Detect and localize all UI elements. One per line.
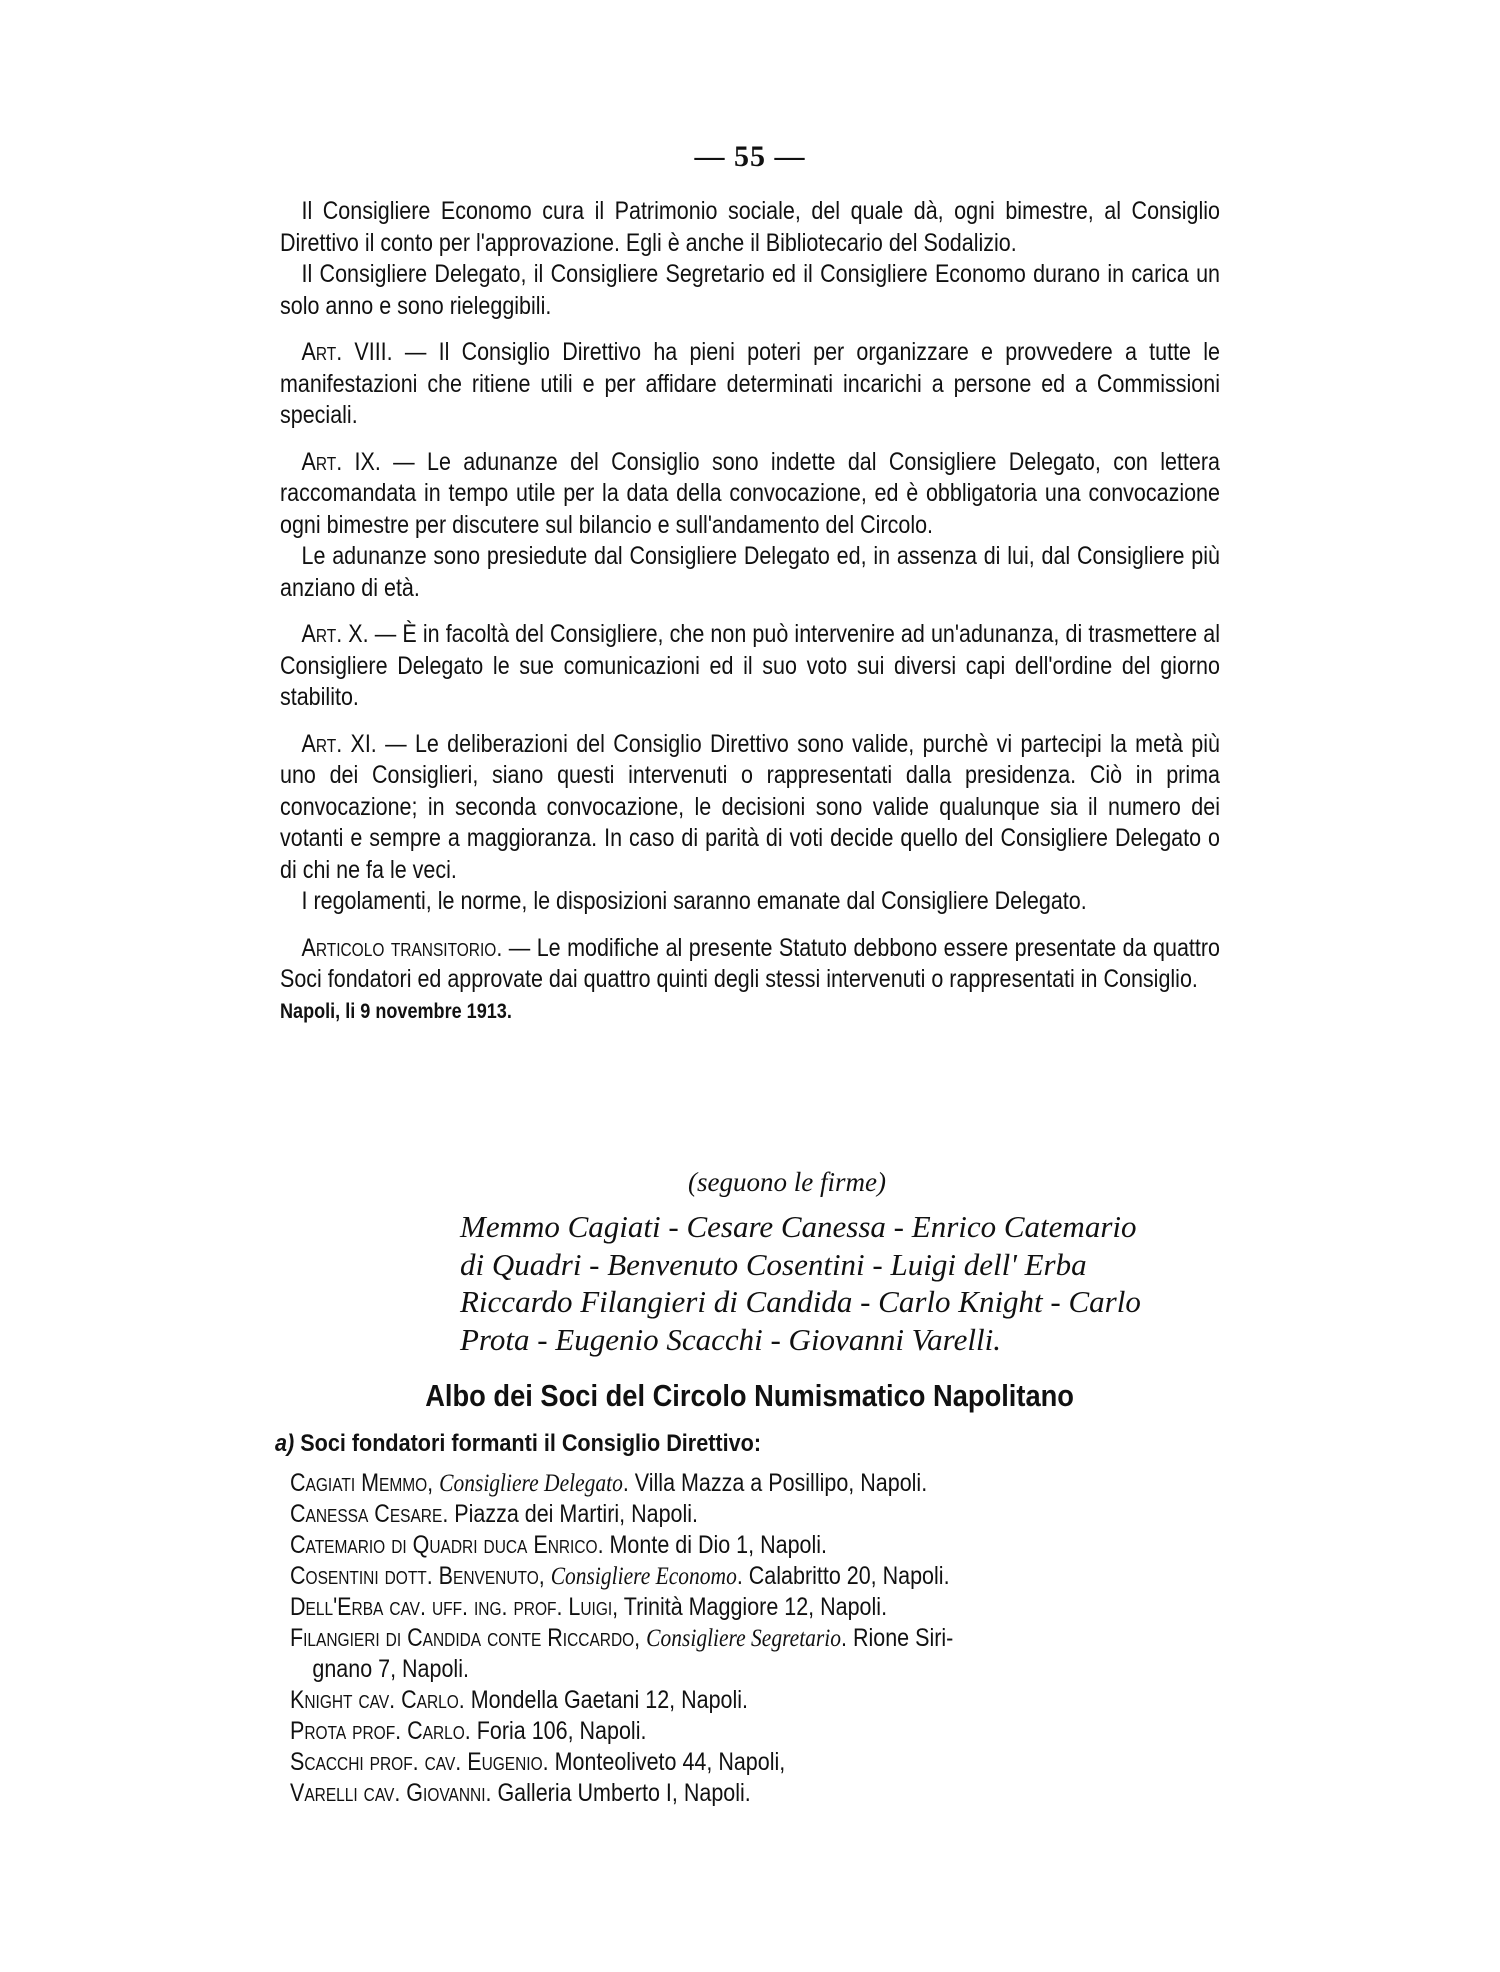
member-address: . Rione Siri- <box>841 1624 954 1652</box>
member-address: gnano 7, Napoli. <box>312 1655 469 1683</box>
article-11-paragraph-2: I regolamenti, le norme, le disposizioni saranno emanate dal Consigliere Delegato. <box>301 887 1087 915</box>
member-sep: , <box>427 1469 440 1497</box>
albo-heading <box>0 1378 1500 1414</box>
members-list <box>290 1468 1219 1809</box>
member-role: Consigliere Economo <box>550 1563 737 1590</box>
member-name: Dell'Erba cav. uff. ing. prof. Luigi <box>290 1593 613 1621</box>
date-line: Napoli, li 9 novembre 1913. <box>280 999 512 1023</box>
article-transitorio <box>280 933 1220 996</box>
article-10-text: — È in facoltà del Consigliere, che non può intervenire ad un'adunanza, di trasmettere al Consigliere Delegato le sue comunicazioni ed il suo voto sui diversi capi dell'ordine del giorno stabilito. <box>280 620 1220 711</box>
article-10-label: Art. X. <box>301 620 369 648</box>
member-name: Cosentini dott. Benvenuto <box>290 1562 539 1590</box>
member-address: , Trinità Maggiore 12, Napoli. <box>612 1593 888 1621</box>
article-9-paragraph-2: Le adunanze sono presiedute dal Consigliere Delegato ed, in assenza di lui, dal Consigliere più anziano di età. <box>280 542 1220 602</box>
signatures-block <box>460 1208 1220 1358</box>
member-address: . Foria 106, Napoli. <box>464 1717 647 1745</box>
member-name: Knight cav. Carlo <box>290 1686 459 1714</box>
article-transitorio-label: Articolo transitorio. <box>301 933 503 962</box>
article-8-label: Art. VIII. <box>301 338 393 366</box>
paragraph-durata-cariche: Il Consigliere Delegato, il Consigliere Segretario ed il Consigliere Economo durano in carica un solo anno e sono rieleggibili. <box>280 260 1220 320</box>
member-entry <box>290 1530 1219 1561</box>
article-9 <box>280 447 1220 542</box>
article-9-label: Art. IX. <box>301 447 381 476</box>
member-sep: , <box>634 1624 647 1652</box>
member-address: . Monte di Dio 1, Napoli. <box>597 1531 828 1559</box>
signature-line: Riccardo Filangieri di Candida - Carlo Knight - Carlo <box>460 1284 1141 1319</box>
member-entry <box>290 1499 1219 1530</box>
member-address: . Calabritto 20, Napoli. <box>736 1562 950 1590</box>
member-entry <box>290 1468 1219 1499</box>
section-title: Soci fondatori formanti il Consiglio Direttivo: <box>300 1430 762 1457</box>
statute-body <box>280 196 1220 1027</box>
signature-line: Memmo Cagiati - Cesare Canessa - Enrico Catemario <box>460 1209 1137 1244</box>
member-entry <box>290 1778 1219 1809</box>
section-marker: a) <box>275 1430 295 1457</box>
albo-title: Albo dei Soci del Circolo Numismatico Napolitano <box>425 1378 1075 1413</box>
article-8 <box>280 337 1220 432</box>
member-sep: , <box>538 1562 551 1590</box>
member-entry <box>290 1716 1219 1747</box>
page-number: — 55 — <box>694 140 806 173</box>
article-11 <box>280 729 1220 887</box>
member-name: Filangieri di Candida conte Riccardo <box>290 1624 635 1652</box>
member-address: . Mondella Gaetani 12, Napoli. <box>458 1686 749 1714</box>
article-9-text: — Le adunanze del Consiglio sono indette dal Consigliere Delegato, con lettera raccomandata in tempo utile per la data della convocazione, ed è obbligatoria una convocazione ogni bimestre per discutere sul bilancio e sull'andamento del Circolo. <box>280 447 1220 539</box>
member-address: . Galleria Umberto I, Napoli. <box>485 1779 751 1807</box>
member-entry <box>290 1592 1219 1623</box>
member-address: . Monteoliveto 44, Napoli, <box>542 1748 786 1776</box>
section-heading <box>275 1430 761 1458</box>
member-name: Catemario di Quadri duca Enrico <box>290 1531 598 1559</box>
member-name: Varelli cav. Giovanni <box>290 1779 486 1807</box>
member-role: Consigliere Segretario <box>646 1625 842 1652</box>
signature-line: di Quadri - Benvenuto Cosentini - Luigi dell' Erba <box>460 1246 1087 1282</box>
member-entry <box>290 1747 1219 1778</box>
signatures-intro: (seguono le firme) <box>688 1167 886 1197</box>
article-8-text: — Il Consiglio Direttivo ha pieni poteri per organizzare e provvedere a tutte le manifestazioni che ritiene utili e per affidare determinati incarichi a persone ed a Commissioni speciali. <box>280 338 1220 429</box>
member-name: Cagiati Memmo <box>290 1469 428 1497</box>
paragraph-economo: Il Consigliere Economo cura il Patrimonio sociale, del quale dà, ogni bimestre, al Consiglio Direttivo il conto per l'approvazione. Egli è anche il Bibliotecario del Sodalizio. <box>280 197 1220 257</box>
member-name: Canessa Cesare <box>290 1500 443 1528</box>
article-10 <box>280 619 1220 714</box>
article-11-label: Art. XI. <box>301 729 377 758</box>
signature-line: Prota - Eugenio Scacchi - Giovanni Varelli. <box>460 1321 1001 1357</box>
member-name: Prota prof. Carlo <box>290 1717 465 1745</box>
member-entry-continuation <box>290 1654 1219 1685</box>
member-entry <box>290 1561 1219 1592</box>
member-name: Scacchi prof. cav. Eugenio <box>290 1748 543 1776</box>
member-entry <box>290 1685 1219 1716</box>
article-transitorio-text: — Le modifiche al presente Statuto debbono essere presentate da quattro Soci fondatori ed approvate dai quattro quinti degli stessi intervenuti o rappresentati in Consiglio. <box>280 933 1220 993</box>
member-role: Consigliere Delegato <box>439 1470 623 1497</box>
member-address: . Piazza dei Martiri, Napoli. <box>442 1500 699 1528</box>
article-11-text: — Le deliberazioni del Consiglio Direttivo sono valide, purchè vi partecipi la metà più uno dei Consiglieri, siano questi intervenuti o rappresentati dalla presidenza. Ciò in prima convocazione; in seconda convocazione, le decisioni sono valide qualunque sia il numero dei votanti e sempre a maggioranza. In caso di parità di voti decide quello del Consigliere Delegato o di chi ne fa le veci. <box>280 729 1220 884</box>
member-entry <box>290 1623 1219 1654</box>
member-address: . Villa Mazza a Posillipo, Napoli. <box>622 1469 928 1497</box>
